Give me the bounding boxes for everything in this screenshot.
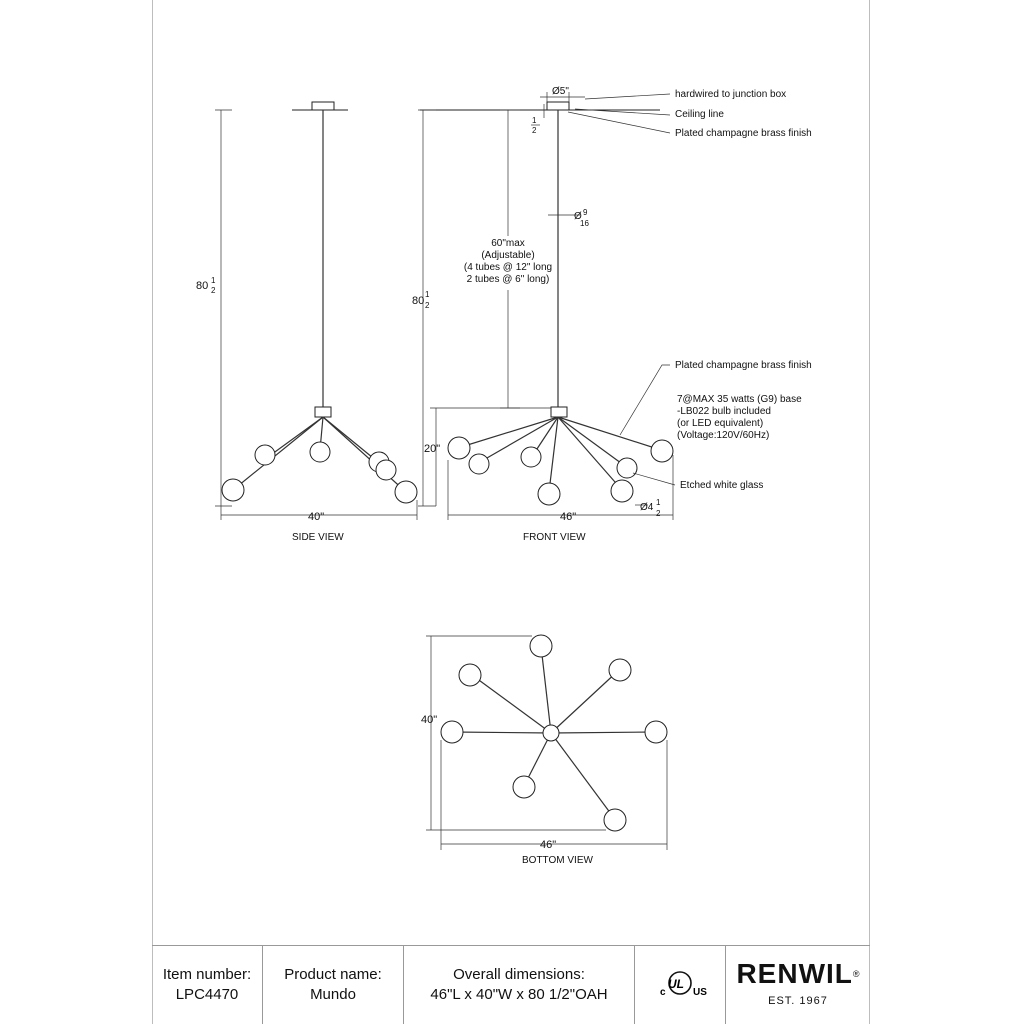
canopy-height-frac-num: 1: [532, 116, 537, 125]
callouts: [568, 89, 812, 491]
side-globe: [255, 445, 275, 465]
bulb-line-1: 7@MAX 35 watts (G9) base: [677, 394, 802, 405]
bottom-depth-value: 40": [421, 714, 438, 726]
overall-dimensions-value: 46"L x 40"W x 80 1/2"OAH: [430, 986, 608, 1003]
side-width-value: 40": [308, 511, 325, 523]
brand-cell: [726, 946, 870, 1024]
side-height-frac-den: 2: [211, 286, 216, 295]
adjust-line-4: 2 tubes @ 6" long): [466, 274, 550, 285]
brand-registered-mark: ®: [852, 969, 860, 979]
cul-us-listed-icon: [652, 965, 708, 1005]
globe-dia-frac-num: 1: [656, 498, 661, 507]
side-canopy: [312, 102, 334, 110]
front-hub: [551, 407, 567, 417]
front-globe: [617, 458, 637, 478]
front-globe: [521, 447, 541, 467]
rod-dia-frac-den: 16: [580, 219, 589, 228]
canopy-dia: Ø5": [552, 86, 569, 97]
cert-ul-text: UL: [668, 977, 684, 991]
front-height-frac-den: 2: [425, 301, 430, 310]
side-globe: [395, 481, 417, 503]
bottom-view: [421, 635, 667, 866]
bottom-globe: [530, 635, 552, 657]
side-height-value: 80: [196, 280, 209, 292]
globe-dia-frac-den: 2: [656, 509, 661, 518]
front-height-frac-num: 1: [425, 290, 430, 299]
item-number-cell: [152, 946, 263, 1024]
product-name-value: Mundo: [310, 986, 356, 1003]
bottom-globe: [459, 664, 481, 686]
bottom-hub: [543, 725, 559, 741]
side-globe: [222, 479, 244, 501]
item-number-value: LPC4470: [175, 986, 239, 1003]
side-view: [196, 102, 417, 543]
side-hub: [315, 407, 331, 417]
bottom-globe: [609, 659, 631, 681]
callout-ceiling: Ceiling line: [675, 109, 724, 120]
front-globe: [651, 440, 673, 462]
bottom-globe: [645, 721, 667, 743]
arm-height-value: 20": [424, 443, 441, 455]
cert-c-text: c: [660, 987, 666, 998]
brand-logo: RENWIL: [736, 958, 853, 989]
bulb-line-3: (or LED equivalent): [677, 418, 764, 429]
side-globe: [376, 460, 396, 480]
certification-cell: [635, 946, 726, 1024]
bottom-globe: [441, 721, 463, 743]
adjust-line-3: (4 tubes @ 12" long: [463, 262, 553, 273]
bottom-view-label: BOTTOM VIEW: [522, 855, 593, 866]
product-name-cell: [263, 946, 404, 1024]
adjust-line-1: 60"max: [491, 238, 525, 249]
overall-dimensions-label: Overall dimensions:: [453, 966, 585, 983]
front-globe: [611, 480, 633, 502]
callout-junction: hardwired to junction box: [675, 89, 787, 100]
title-block: [152, 945, 870, 1024]
brand-established: EST. 1967: [768, 995, 828, 1007]
side-height-frac-num: 1: [211, 276, 216, 285]
front-globe: [469, 454, 489, 474]
callout-canopy-finish: Plated champagne brass finish: [675, 128, 812, 139]
front-globe: [538, 483, 560, 505]
front-view-label: FRONT VIEW: [523, 532, 586, 543]
callout-arm-finish: Plated champagne brass finish: [675, 360, 812, 371]
front-width-value: 46": [560, 511, 577, 523]
bottom-globe: [604, 809, 626, 831]
bulb-line-4: (Voltage:120V/60Hz): [677, 430, 770, 441]
canopy-height-frac-den: 2: [532, 126, 537, 135]
globe-dia-prefix: Ø4: [640, 502, 654, 513]
callout-glass: Etched white glass: [680, 480, 764, 491]
front-canopy: [547, 102, 569, 110]
bottom-width-value: 46": [540, 839, 557, 851]
rod-dia-frac-num: 9: [583, 208, 588, 217]
rod-dia-prefix: Ø: [574, 211, 582, 222]
product-name-label: Product name:: [284, 966, 382, 983]
side-globe: [310, 442, 330, 462]
bulb-line-2: -LB022 bulb included: [677, 406, 771, 417]
item-number-label: Item number:: [162, 966, 252, 983]
cert-us-text: US: [693, 987, 707, 998]
adjust-line-2: (Adjustable): [481, 250, 535, 261]
overall-dimensions-cell: [404, 946, 635, 1024]
front-view: [412, 86, 673, 543]
front-globe: [448, 437, 470, 459]
front-height-value: 80: [412, 295, 425, 307]
bottom-globe: [513, 776, 535, 798]
side-view-label: SIDE VIEW: [292, 532, 344, 543]
